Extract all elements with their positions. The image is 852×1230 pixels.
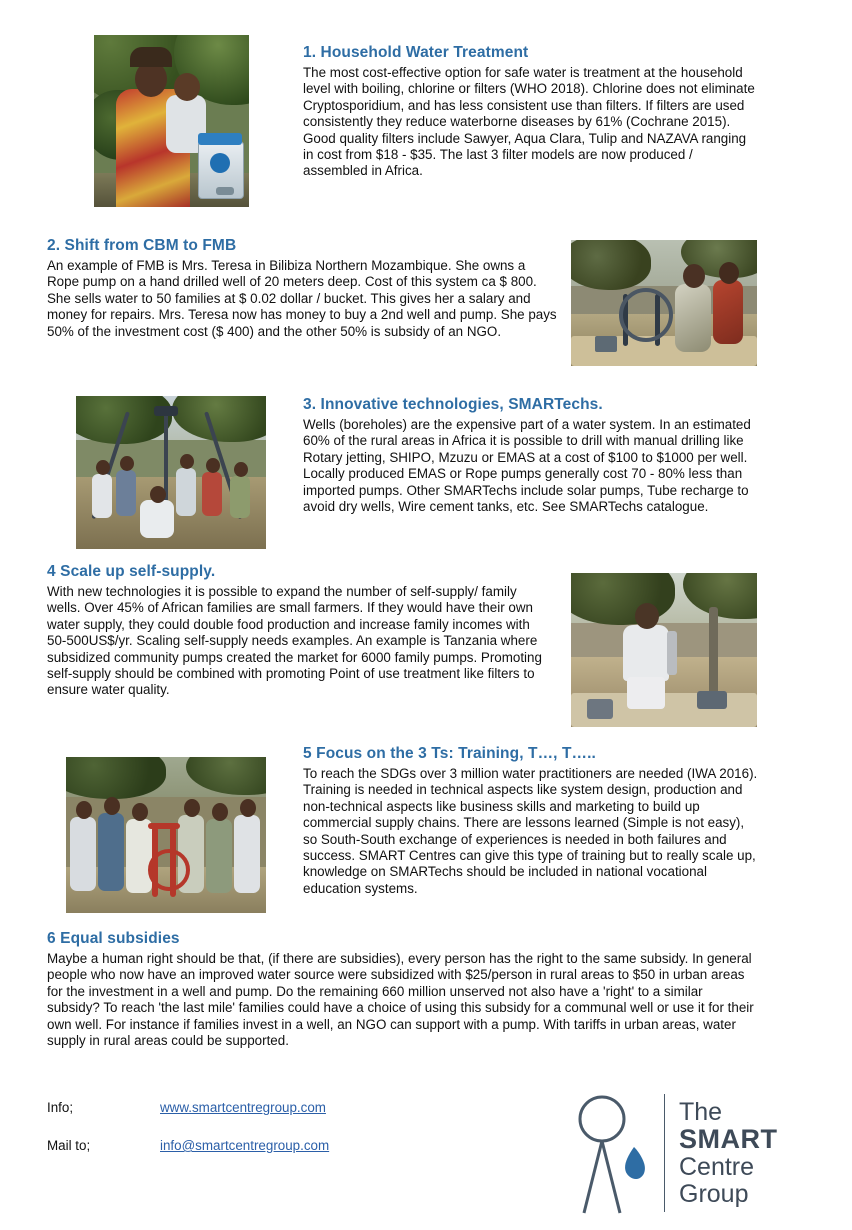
- section-body: [303, 766, 758, 897]
- paragraph: To reach the SDGs over 3 million water practitioners are needed (IWA 2016). Training is needed in technical aspects like system design, production and non-technical aspects like business skills and marketing to build up commercial supply chains. There are lessons learned (Simple is not easy), so South-South exchange of experiences is needed in both failures and success. SMART Centres can give this type of training but to really scale up, knowledge on SMARTechs should be included in national vocational education systems.: [303, 766, 758, 896]
- section-shift-cbm-to-fmb: [47, 237, 558, 340]
- photo-training-session: [66, 757, 266, 913]
- section-body: [303, 417, 758, 515]
- paragraph: Maybe a human right should be that, (if there are subsidies), every person has the right to the same subsidy. In general people who now have an improved water source were subsidized with $25/person in rural areas to $50 in urban areas for the investment in a well and pump. Do the remaining 660 million unserved not also have a 'right' to a similar subsidy? To reach 'the last mile' families could have a choice of using this subsidy for a communal well or use it for their own well. For instance if families invest in a well, an NGO can support with a pump. With tariffs in urban areas, water supply in rural areas could be supported.: [47, 951, 754, 1049]
- section-household-water-treatment: [303, 44, 755, 180]
- section-body: [47, 584, 550, 699]
- section-scale-up-self-supply: [47, 563, 550, 699]
- logo-line-smart: SMART: [679, 1124, 778, 1155]
- logo-line-group: Group: [679, 1179, 749, 1208]
- section-body: [47, 951, 758, 1049]
- section-title: 2. Shift from CBM to FMB: [47, 237, 237, 254]
- logo-line-centre: Centre: [679, 1153, 755, 1182]
- section-body: [303, 65, 755, 180]
- photo-manual-drilling-tripod: [76, 396, 266, 549]
- paragraph: She sells water to 50 families at $ 0.02 dollar / bucket. This gives her a salary and money for repairs. Mrs. Teresa now has money to buy a 2nd well and pump. She pays 50% of the investment cost ($ 400) and the other 50% is subsidy of an NGO.: [47, 290, 557, 339]
- paragraph: With new technologies it is possible to expand the number of self-supply/ family wells. Over 45% of African families are small farmers. If they would have their own water supply, they could double food production and increase family incomes with 50-500US$/yr. Scaling self-supply needs examples. An example is Tanzania where subsidized community pumps created the market for 6000 family pumps. Promoting self-supply should be combined with promoting Point of use treatment like filters to ensure water quality.: [47, 584, 542, 698]
- smart-centre-group-logo: [566, 1082, 808, 1224]
- section-title: 6 Equal subsidies: [47, 930, 180, 947]
- paragraph: Good quality filters include Sawyer, Aqua Clara, Tulip and NAZAVA ranging in cost from $18 - $35. The last 3 filter models are now produced / assembled in Africa.: [303, 130, 747, 179]
- section-equal-subsidies: [47, 930, 758, 1049]
- logo-mark-icon: [566, 1089, 658, 1217]
- logo-line-the: The: [679, 1097, 723, 1126]
- logo-divider: [664, 1094, 665, 1212]
- paragraph: Wells (boreholes) are the expensive part of a water system. In an estimated 60% of the rural areas in Africa it is possible to drill with manual drilling like Rotary jetting, SHIPO, Mzuzu or EMAS at a cost of $100 to $1000 per well. Locally produced EMAS or Rope pumps generally cost 70 - 80% less than imported pumps. Other SMARTechs include solar pumps, Tube recharge to avoid dry wells, Wire cement tanks, etc. See SMARTechs catalogue.: [303, 417, 751, 515]
- footer-info-label: Info;: [47, 1100, 74, 1115]
- footer-mail-label: Mail to;: [47, 1138, 91, 1153]
- section-title: 4 Scale up self-supply.: [47, 563, 216, 580]
- logo-wordmark: [679, 1099, 778, 1207]
- photo-household-water-treatment: [94, 35, 249, 207]
- section-title: 3. Innovative technologies, SMARTechs.: [303, 396, 603, 413]
- paragraph: An example of FMB is Mrs. Teresa in Bilibiza Northern Mozambique. She owns a Rope pump on a hand drilled well of 20 meters deep. Cost of this system ca $ 800.: [47, 258, 537, 290]
- section-title: 1. Household Water Treatment: [303, 44, 529, 61]
- email-link[interactable]: info@smartcentregroup.com: [160, 1138, 330, 1153]
- section-innovative-technologies: [303, 396, 758, 515]
- photo-family-well-user: [571, 573, 757, 727]
- section-focus-on-3ts: [303, 745, 758, 897]
- paragraph: The most cost-effective option for safe water is treatment at the household level with boiling, chlorine or filters (WHO 2018). Chlorine does not eliminate Cryptosporidium, and has less consistent use than filters. If filters are used consistently they reduce waterborne diseases by 61% (Cochrane 2015).: [303, 65, 755, 130]
- section-body: [47, 258, 558, 340]
- photo-rope-pump-mozambique: [571, 240, 757, 366]
- website-link[interactable]: www.smartcentregroup.com: [160, 1100, 326, 1115]
- section-title: 5 Focus on the 3 Ts: Training, T…, T…..: [303, 745, 596, 762]
